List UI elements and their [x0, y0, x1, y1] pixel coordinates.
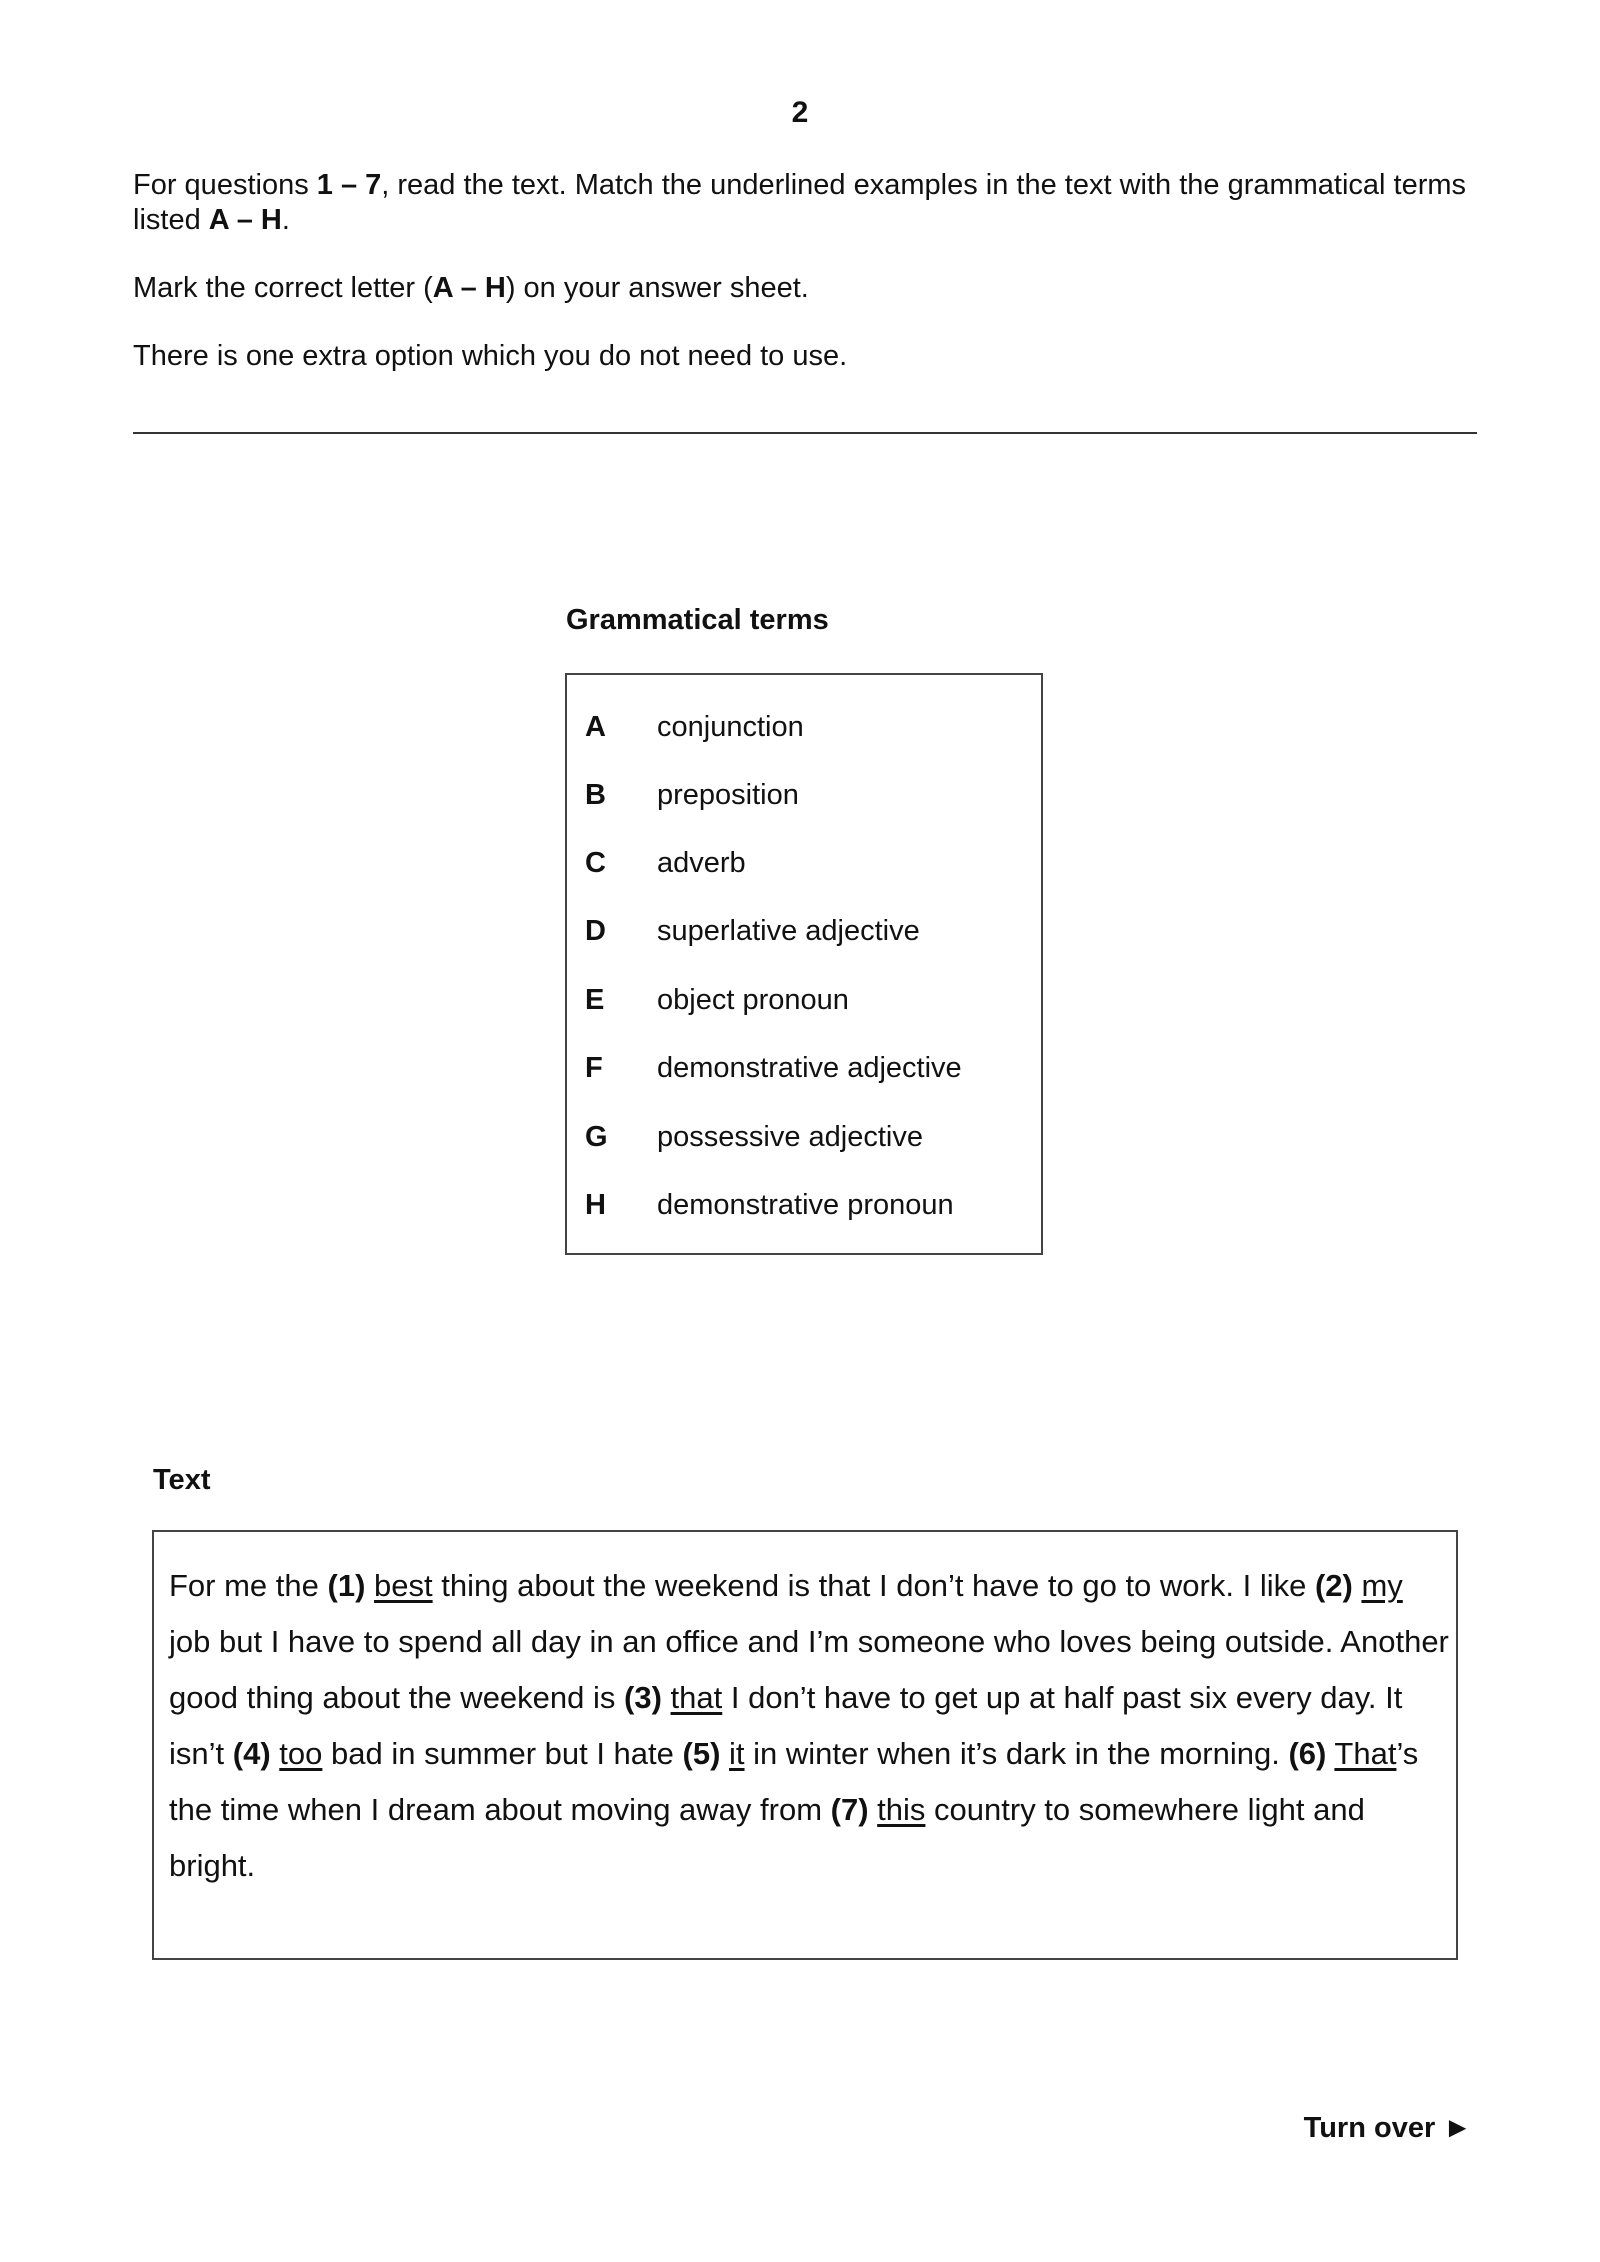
passage-text	[720, 1736, 729, 1771]
underlined-example: too	[279, 1736, 323, 1771]
passage-text: bad in summer but I hate	[322, 1736, 683, 1771]
underlined-example: That	[1334, 1736, 1397, 1771]
term-row-h	[585, 1185, 954, 1225]
term-letter: C	[585, 847, 606, 879]
term-label: possessive adjective	[657, 1121, 923, 1153]
question-range: 1 – 7	[316, 169, 382, 201]
term-row-d	[585, 911, 920, 951]
page-number: 2	[791, 96, 809, 129]
underlined-example: that	[670, 1680, 723, 1715]
passage-text: ’s the time when I dream about moving away from	[169, 1736, 1419, 1827]
instruction-line-2	[133, 271, 1473, 306]
term-label: conjunction	[657, 711, 804, 743]
term-letter: D	[585, 915, 606, 947]
instruction-line-3: There is one extra option which you do not need to use.	[133, 340, 848, 372]
terms-box	[565, 673, 1043, 1255]
question-number: (7)	[830, 1792, 869, 1827]
text-heading: Text	[153, 1464, 211, 1496]
passage-text: in winter when it’s dark in the morning.	[744, 1736, 1289, 1771]
term-letter: G	[585, 1121, 608, 1153]
instruction-text: ) on your answer sheet.	[505, 272, 809, 304]
option-range: A – H	[208, 204, 282, 236]
question-number: (2)	[1314, 1568, 1353, 1603]
instruction-line-1	[133, 168, 1473, 238]
terms-heading: Grammatical terms	[566, 604, 829, 636]
divider	[133, 432, 1477, 434]
term-row-f	[585, 1048, 962, 1088]
question-number: (4)	[232, 1736, 271, 1771]
instruction-text: For questions	[133, 169, 317, 201]
question-number: (6)	[1288, 1736, 1327, 1771]
text-box	[152, 1530, 1458, 1960]
passage-text: country to somewhere light and bright.	[169, 1792, 1365, 1883]
underlined-example: this	[877, 1792, 926, 1827]
term-row-g	[585, 1117, 923, 1157]
passage-text	[271, 1736, 280, 1771]
term-row-c	[585, 843, 746, 883]
term-letter: A	[585, 711, 606, 743]
term-letter: H	[585, 1189, 606, 1221]
underlined-example: best	[374, 1568, 433, 1603]
term-label: demonstrative pronoun	[657, 1189, 954, 1221]
passage-text	[662, 1680, 671, 1715]
term-label: superlative adjective	[657, 915, 920, 947]
term-row-a	[585, 707, 804, 747]
term-letter: E	[585, 984, 605, 1016]
question-number: (1)	[327, 1568, 366, 1603]
underlined-example: my	[1361, 1568, 1403, 1603]
question-number: (5)	[682, 1736, 721, 1771]
instruction-text: Mark the correct letter (	[133, 272, 433, 304]
term-row-e	[585, 980, 849, 1020]
term-label: adverb	[657, 847, 746, 879]
turn-over-label: Turn over ►	[1303, 2112, 1472, 2144]
term-label: demonstrative adjective	[657, 1052, 962, 1084]
term-label: preposition	[657, 779, 799, 811]
term-letter: F	[585, 1052, 603, 1084]
instruction-text: , read the text. Match the underlined examples in the text with the grammatical terms listed	[133, 169, 1467, 236]
passage-text	[869, 1792, 878, 1827]
instructions	[133, 168, 1473, 407]
option-range: A – H	[432, 272, 506, 304]
passage-text	[365, 1568, 374, 1603]
term-label: object pronoun	[657, 984, 849, 1016]
question-number: (3)	[624, 1680, 662, 1715]
passage-text: thing about the weekend is that I don’t have to go to work. I like	[432, 1568, 1315, 1603]
passage-text: job but I have to spend all day in an office and I’m someone who loves being outside. Another good thing about the weekend is	[169, 1624, 1449, 1715]
instruction-text: .	[281, 204, 290, 236]
passage-text: For me the	[169, 1568, 328, 1603]
term-letter: B	[585, 779, 606, 811]
reading-passage	[169, 1558, 1449, 1894]
term-row-b	[585, 775, 799, 815]
passage-text: I don’t have to get up at half past six every day. It isn’t	[169, 1680, 1403, 1771]
underlined-example: it	[729, 1736, 745, 1771]
